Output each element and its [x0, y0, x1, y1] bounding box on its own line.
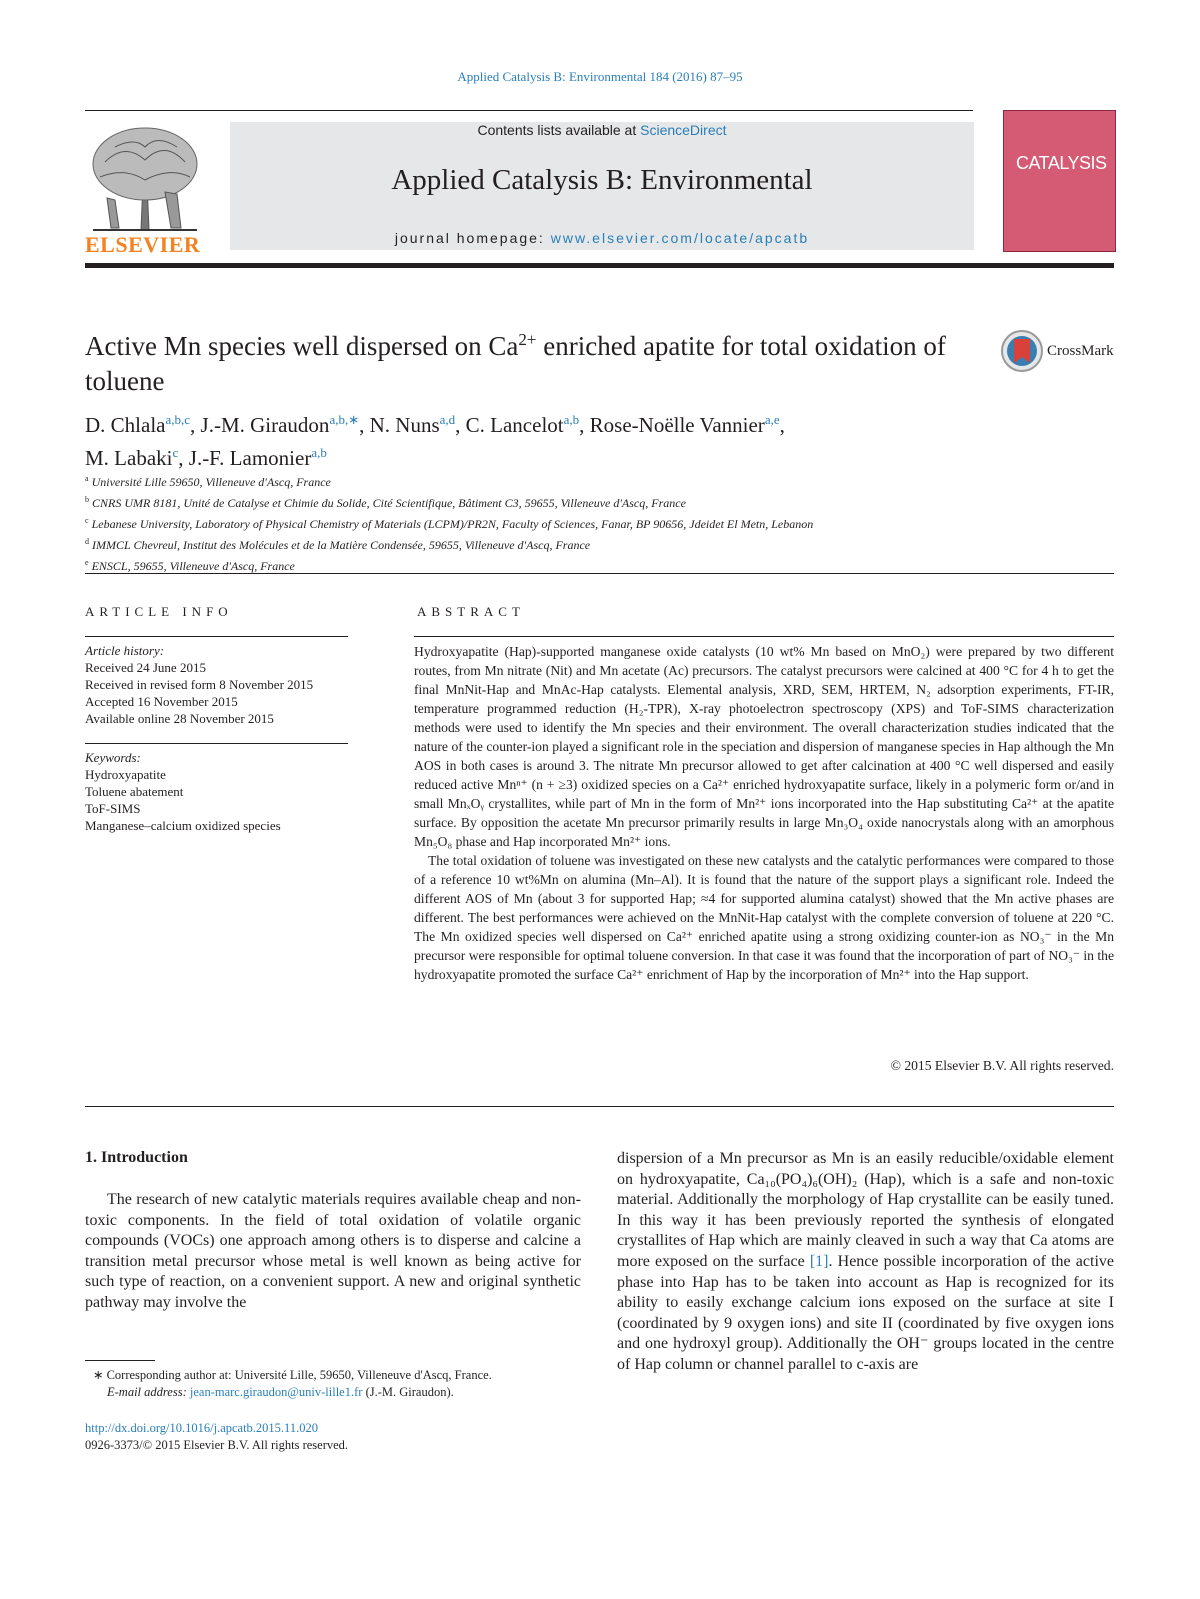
keyword-item: Hydroxyapatite [85, 767, 166, 782]
affiliation-text: Lebanese University, Laboratory of Physical Chemistry of Materials (LCPM)/PR2N, Faculty of Sciences, Fanar, BP 90656, Jdeidet El Metn, Lebanon [91, 517, 814, 531]
header-thick-rule [85, 263, 1114, 268]
footnote-rule [85, 1360, 155, 1361]
email-suffix: (J.-M. Giraudon). [362, 1385, 454, 1399]
body-column-right [617, 1149, 1114, 1376]
article-info-heading: ARTICLE INFO [85, 604, 233, 619]
email-label: E-mail address: [107, 1385, 190, 1399]
history-item: Received in revised form 8 November 2015 [85, 677, 314, 692]
article-title [85, 322, 985, 399]
history-item: Received 24 June 2015 [85, 660, 206, 675]
abstract-paragraph: The total oxidation of toluene was investigated on these new catalysts and the catalytic performances were compared to those of a reference 10 wt%Mn on alumina (Mn–Al). It is found that the nature of the support plays a significant role. Indeed the different AOS of Mn (about 3 for supported Hap; ≈4 for supported alumina catalyst) showed that the Mn active phases are different. The best performances were achieved on the MnNit-Hap catalyst with the complete conversion of toluene at 220 °C. The Mn oxidized species well dispersed on Ca²⁺ enriched apatite using a strong oxidizing counter-ion as NO₃⁻ in the Mn precursor were responsible for optimal toluene conversion. In that case it was found that the incorporation of part of NO₃⁻ in the hydroxyapatite promoted the surface Ca²⁺ enrichment of Hap by the incorporation of Mn²⁺ into the Hap support. [414, 853, 1114, 982]
author-list [85, 406, 985, 472]
author-separator: , [190, 413, 201, 437]
keywords [85, 749, 365, 834]
affiliation-key: c [85, 516, 89, 525]
keyword-item: ToF-SIMS [85, 801, 141, 816]
journal-cover-image[interactable] [1003, 110, 1116, 252]
author-affiliation-marks[interactable]: a,b,c [165, 412, 191, 427]
cover-title: CATALYSIS [1016, 153, 1107, 173]
body-paragraph [617, 1149, 1114, 1376]
history-label: Article history: [85, 643, 165, 658]
body-text: dispersion of a Mn precursor as Mn is an easily reducible/oxidable element on hydroxyapatite, Ca₁₀(PO₄)₆(OH)₂ (Hap), which is a safe and non-toxic material. Additionally the morphology of Hap crystallite can be easily tuned. In this way it has been previously reported the synthesis of elongated crystallites of Hap which are mainly cleaved in such a way that Ca atoms are more exposed on the surface [617, 1150, 1114, 1270]
contents-prefix: Contents lists available at [477, 122, 641, 138]
elsevier-wordmark: ELSEVIER [85, 232, 201, 257]
affiliation-key: a [85, 474, 89, 483]
abstract-copyright: © 2015 Elsevier B.V. All rights reserved. [890, 1058, 1114, 1073]
crossmark-label: CrossMark [1047, 343, 1114, 359]
affiliation-text: CNRS UMR 8181, Unité de Catalyse et Chimie du Solide, Cité Scientifique, Bâtiment C3, 59655, Villeneuve d'Ascq, France [92, 496, 686, 510]
body-text: . Hence possible incorporation of the active phase into Hap has to be taken into account as Hap is recognized for its ability to easily exchange calcium ions exposed on the surface at site I (coordinated by 9 oxygen ions) and site II (coordinated by five oxygen ions and one hydroxyl group). Additionally the OH⁻ groups located in the centre of Hap column or channel parallel to c-axis are [617, 1252, 1114, 1373]
affiliation-text: IMMCL Chevreul, Institut des Molécules et de la Matière Condensée, 59655, Villeneuve d'Ascq, France [92, 538, 591, 552]
title-part-2: enriched apatite for total oxidation of toluene [85, 331, 946, 396]
author-separator: , [779, 413, 785, 437]
author-name: Rose-Noëlle Vannier [589, 413, 765, 437]
author-name: D. Chlala [85, 413, 166, 437]
section-rule [85, 573, 1114, 574]
keywords-label: Keywords: [85, 750, 141, 765]
journal-reference[interactable]: Applied Catalysis B: Environmental 184 (2016) 87–95 [457, 69, 743, 84]
author-name: N. Nuns [369, 413, 440, 437]
affiliation-item [85, 554, 985, 575]
body-paragraph: The research of new catalytic materials requires available cheap and non-toxic components. In the field of total oxidation of volatile organic compounds (VOCs) one approach among others is to disperse and calcine a transition metal precursor whose metal is well known as being active for such type of reaction, on a convenient support. A new and original synthetic pathway may involve the [85, 1191, 581, 1311]
keywords-rule [85, 743, 348, 744]
author-affiliation-marks[interactable]: a,e [764, 412, 780, 427]
doi-block [85, 1420, 585, 1454]
history-item: Available online 28 November 2015 [85, 711, 274, 726]
author-separator: , [359, 413, 370, 437]
abstract-paragraph: Hydroxyapatite (Hap)-supported manganese oxide catalysts (10 wt% Mn based on MnO₂) were prepared by two different routes, from Mn nitrate (Nit) and Mn acetate (Ac) precursors. The catalyst precursors were calcined at 400 °C for 4 h to get the final MnNit-Hap and MnAc-Hap catalysts. Elemental analysis, XRD, SEM, HRTEM, N₂ adsorption experiments, FT-IR, temperature programmed reduction (H₂-TPR), X-ray photoelectron spectroscopy (XPS) and ToF-SIMS characterization methods were used to identify the Mn species and their environment. The overall characterization studies indicated that the nature of the counter-ion played a significant role in the speciation and dispersion of manganese species in Hap although the Mn AOS in both cases is around 3. The nitrate Mn precursor allowed to get after calcination at 400 °C well dispersed and easily reduced active Mnⁿ⁺ (n + ≥3) oxidized species on a Ca²⁺ enriched hydroxyapatite surface, likely in a polymeric form or/and in small MnₓOᵧ crystallites, while part of Mn in the form of Mn²⁺ ions incorporated into the Hap substituting Ca²⁺ at the apatite surface. By opposition the acetate Mn precursor primarily results in large Mn₃O₄ oxide nanocrystals along with an amorphous Mn₅O₈ phase and Hap incorporated Mn²⁺ ions. [414, 644, 1114, 849]
crossmark-badge[interactable] [1000, 329, 1116, 373]
abstract-body [414, 642, 1114, 984]
abstract-rule [414, 636, 1114, 637]
abstract-end-rule [85, 1106, 1114, 1107]
affiliation-item [85, 533, 985, 554]
homepage-link[interactable]: www.elsevier.com/locate/apcatb [550, 230, 810, 246]
corresponding-author-note: ∗ Corresponding author at: Université Lille, 59650, Villeneuve d'Ascq, France. [93, 1368, 492, 1382]
affiliation-item [85, 512, 985, 533]
email-link[interactable]: jean-marc.giraudon@univ-lille1.fr [189, 1385, 363, 1399]
crossmark-icon [1000, 329, 1046, 373]
affiliation-key: d [85, 537, 89, 546]
introduction-heading: 1. Introduction [85, 1149, 188, 1166]
doi-link[interactable]: http://dx.doi.org/10.1016/j.apcatb.2015.11.020 [85, 1421, 318, 1435]
journal-title: Applied Catalysis B: Environmental [391, 164, 813, 196]
issn-line: 0926-3373/© 2015 Elsevier B.V. All rights reserved. [85, 1438, 349, 1452]
body-column-left [85, 1190, 581, 1314]
title-superscript: 2+ [518, 330, 537, 349]
footnote [85, 1367, 585, 1401]
affiliations [85, 470, 985, 575]
affiliation-item [85, 470, 985, 491]
affiliation-key: e [85, 558, 89, 567]
article-info-rule [85, 636, 348, 637]
abstract-heading: ABSTRACT [417, 604, 525, 619]
email-line [85, 1384, 585, 1401]
author-separator: , [455, 413, 466, 437]
author-affiliation-marks[interactable]: a,b [311, 445, 327, 460]
keyword-item: Manganese–calcium oxidized species [85, 818, 281, 833]
affiliation-key: b [85, 495, 89, 504]
reference-link[interactable]: [1] [809, 1252, 829, 1270]
sciencedirect-link[interactable]: ScienceDirect [640, 122, 727, 138]
homepage-prefix: journal homepage: [394, 230, 551, 246]
author-affiliation-marks[interactable]: c [172, 445, 179, 460]
affiliation-text: ENSCL, 59655, Villeneuve d'Ascq, France [91, 559, 295, 573]
journal-header-box [230, 122, 974, 250]
homepage-line [230, 230, 974, 246]
author-name: C. Lancelot [465, 413, 564, 437]
title-part-1: Active Mn species well dispersed on Ca [85, 331, 519, 361]
author-affiliation-marks[interactable]: a,d [439, 412, 456, 427]
author-name: M. Labaki [85, 446, 173, 470]
author-separator: , [579, 413, 590, 437]
author-affiliation-marks[interactable]: a,b [563, 412, 580, 427]
article-history [85, 642, 365, 727]
affiliation-text: Université Lille 59650, Villeneuve d'Ascq, France [91, 475, 331, 489]
header-rule [85, 110, 973, 111]
contents-line [230, 122, 974, 138]
author-affiliation-marks[interactable]: a,b,∗ [329, 412, 360, 427]
affiliation-item [85, 491, 985, 512]
author-separator: , [178, 446, 189, 470]
author-name: J.-M. Giraudon [200, 413, 330, 437]
history-item: Accepted 16 November 2015 [85, 694, 238, 709]
keyword-item: Toluene abatement [85, 784, 184, 799]
author-name: J.-F. Lamonier [188, 446, 312, 470]
